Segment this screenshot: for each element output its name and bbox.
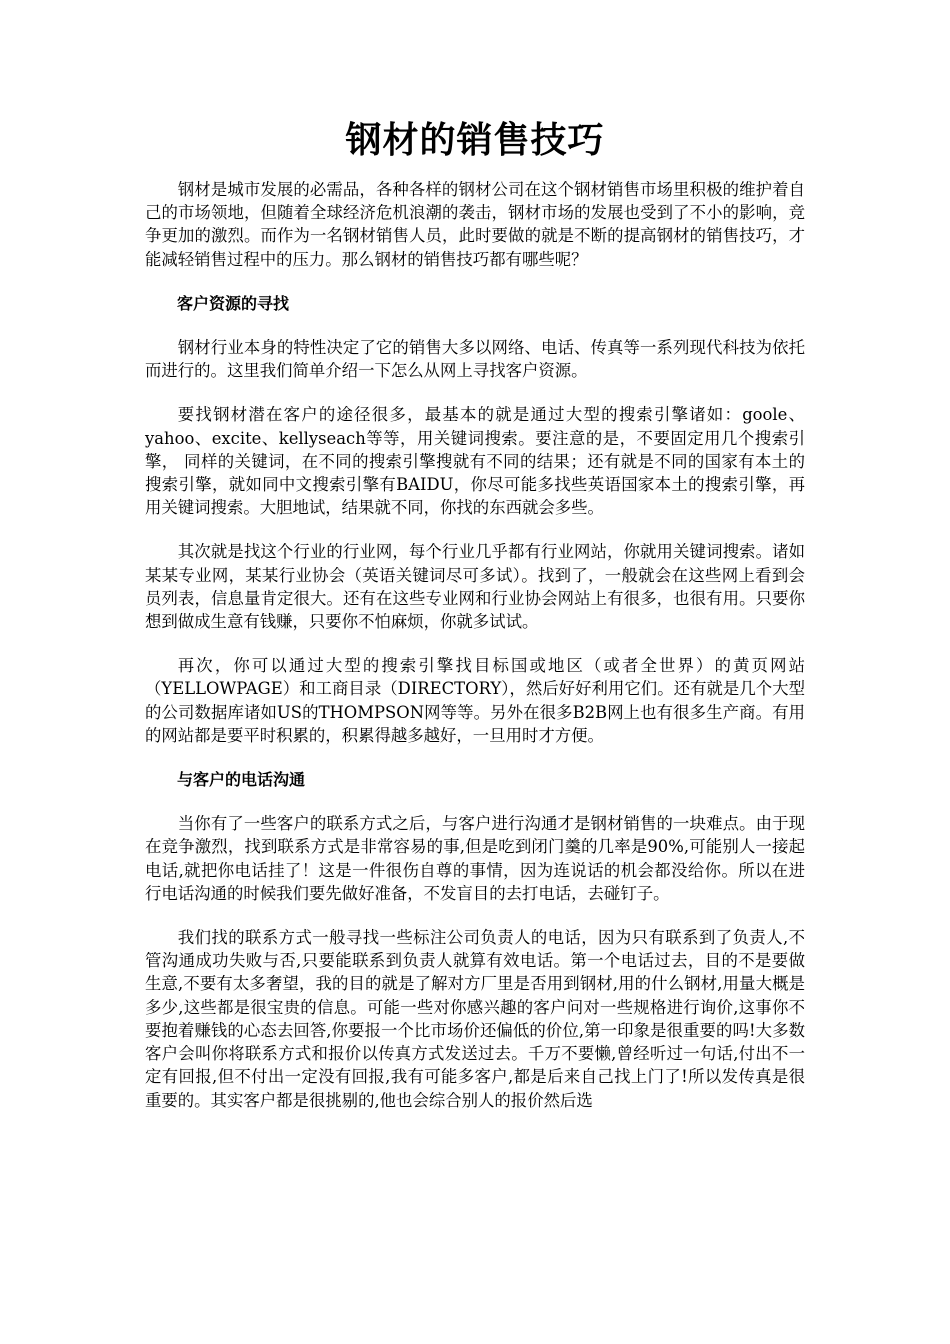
- paragraph: 钢材行业本身的特性决定了它的销售大多以网络、电话、传真等一系列现代科技为依托而进行的。这里我们简单介绍一下怎么从网上寻找客户资源。: [145, 338, 805, 381]
- paragraph: 我们找的联系方式一般寻找一些标注公司负责人的电话，因为只有联系到了负责人,不管沟通成功失败与否,只要能联系到负责人就算有效电话。第一个电话过去，目的不是要做生意,不要有太多奢望，我的目的就是了解对方厂里是否用到钢材,用的什么钢材,用量大概是多少,这些都是很宝贵的信息。可能一些对你感兴趣的客户问对一些规格进行询价,这事你不要抱着赚钱的心态去回答,你要报一个比市场价还偏低的价位,第一印象是很重要的吗!大多数客户会叫你将联系方式和报价以传真方式发送过去。千万不要懒,曾经听过一句话,付出不一定有回报,但不付出一定没有回报,我有可能多客户,都是后来自己找上门了!所以发传真是很重要的。其实客户都是很挑剔的,他也会综合别人的报价然后选: [145, 928, 805, 1110]
- document-title: 钢材的销售技巧: [345, 119, 605, 161]
- intro-paragraph: 钢材是城市发展的必需品，各种各样的钢材公司在这个钢材销售市场里积极的维护着自己的市场领地，但随着全球经济危机浪潮的袭击，钢材市场的发展也受到了不小的影响，竞争更加的激烈。而作为一名钢材销售人员，此时要做的就是不断的提高钢材的销售技巧，才能减轻销售过程中的压力。那么钢材的销售技巧都有哪些呢？: [145, 180, 805, 269]
- section-heading-phone-communication: 与客户的电话沟通: [177, 770, 306, 790]
- document-body: [145, 178, 805, 1133]
- paragraph: 要找钢材潜在客户的途径很多，最基本的就是通过大型的搜索引擎诸如：goole、yahoo、excite、kellyseach等等，用关键词搜索。要注意的是，不要固定用几个搜索引擎， 同样的关键词，在不同的搜索引擎搜就有不同的结果；还有就是不同的国家有本土的搜索引擎，就如同中文搜索引擎有BAIDU，你尽可能多找些英语国家本土的搜索引擎，再用关键词搜索。大胆地试，结果就不同，你找的东西就会多些。: [145, 405, 805, 518]
- paragraph: 当你有了一些客户的联系方式之后，与客户进行沟通才是钢材销售的一块难点。由于现在竞争激烈，找到联系方式是非常容易的事,但是吃到闭门羹的几率是90%,可能别人一接起电话,就把你电话挂了！这是一件很伤自尊的事情，因为连说话的机会都没给你。所以在进行电话沟通的时候我们要先做好准备，不发盲目的去打电话，去碰钉子。: [145, 814, 805, 903]
- paragraph: 其次就是找这个行业的行业网，每个行业几乎都有行业网站，你就用关键词搜索。诸如某某专业网，某某行业协会（英语关键词尽可多试）。找到了，一般就会在这些网上看到会员列表，信息量肯定很大。还有在这些专业网和行业协会网站上有很多，也很有用。只要你想到做成生意有钱赚，只要你不怕麻烦，你就多试试。: [145, 542, 805, 632]
- section-heading-customer-search: 客户资源的寻找: [177, 293, 290, 313]
- paragraph: 再次，你可以通过大型的搜索引擎找目标国或地区（或者全世界）的黄页网站（YELLOWPAGE）和工商目录（DIRECTORY），然后好好利用它们。还有就是几个大型的公司数据库诸如US的THOMPSON网等等。另外在很多B2B网上也有很多生产商。有用的网站都是要平时积累的，积累得越多越好，一旦用时才方便。: [145, 656, 805, 745]
